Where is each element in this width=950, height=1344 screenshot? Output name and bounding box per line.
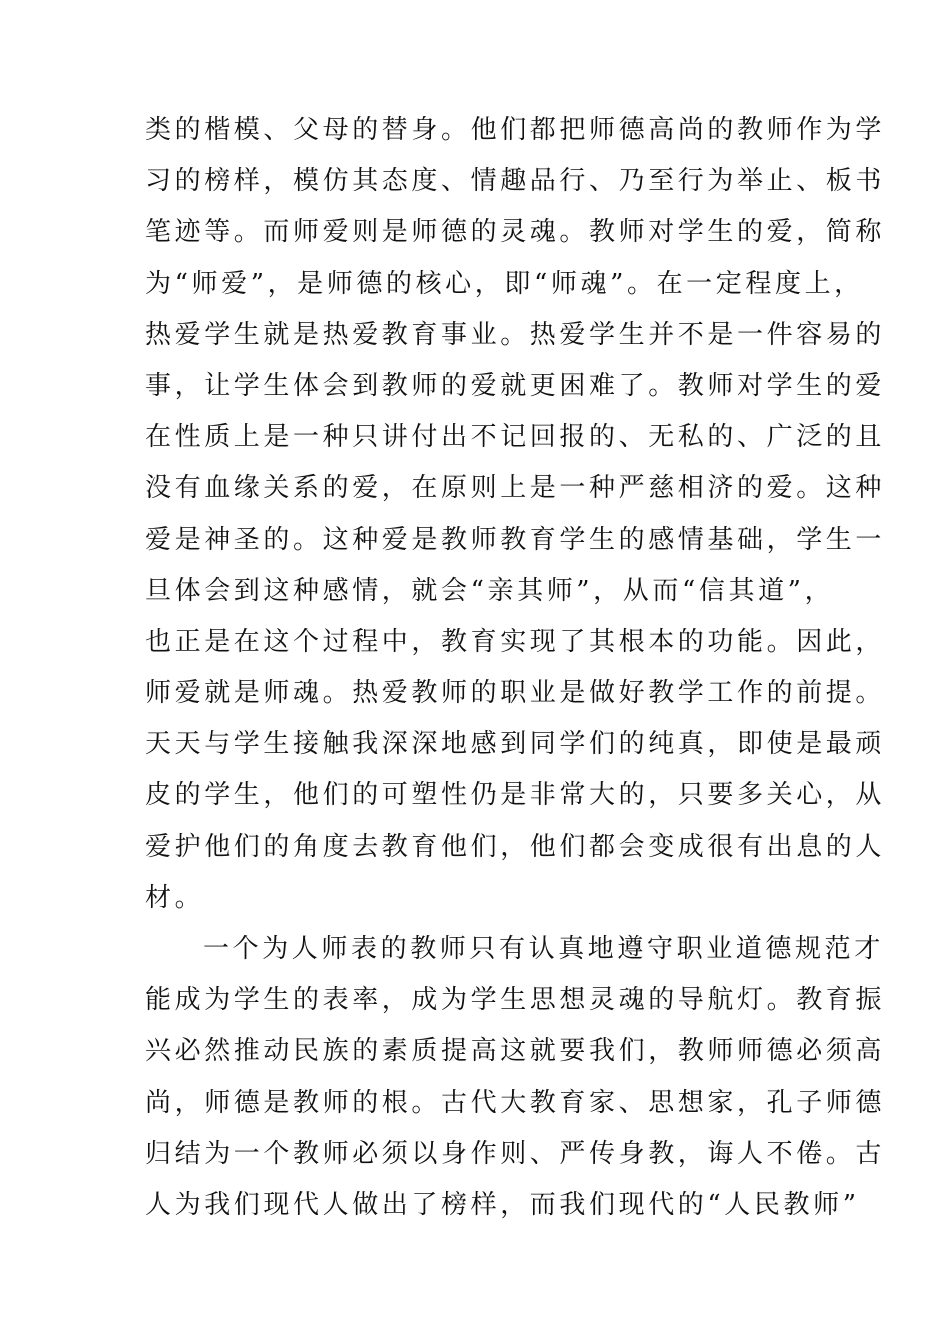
paragraph-first-line: 一个为人师表的教师只有认真地遵守职业道德规范才 xyxy=(203,934,884,964)
text-line: 类的楷模、父母的替身。他们都把师德高尚的教师作为学 xyxy=(145,115,886,145)
text-line: 天天与学生接触我深深地感到同学们的纯真，即使是最顽 xyxy=(145,729,886,760)
text-line: 人为我们现代人做出了榜样，而我们现代的“人民教师” xyxy=(145,1189,860,1220)
text-line: 爱护他们的角度去教育他们，他们都会变成很有出息的人 xyxy=(145,831,886,862)
body-text xyxy=(145,105,886,1231)
text-line: 在性质上是一种只讲付出不记回报的、无私的、广泛的且 xyxy=(145,422,886,453)
text-line: 皮的学生，他们的可塑性仍是非常大的，只要多关心，从 xyxy=(145,780,886,811)
text-line: 也正是在这个过程中，教育实现了其根本的功能。因此， xyxy=(145,626,886,657)
text-line: 习的榜样，模仿其态度、情趣品行、乃至行为举止、板书 xyxy=(145,166,886,197)
text-line: 尚，师德是教师的根。古代大教育家、思想家，孔子师德 xyxy=(145,1087,886,1118)
text-line: 笔迹等。而师爱则是师德的灵魂。教师对学生的爱，简称 xyxy=(145,217,886,248)
text-line: 没有血缘关系的爱，在原则上是一种严慈相济的爱。这种 xyxy=(145,473,886,504)
text-line: 兴必然推动民族的素质提高这就要我们，教师师德必须高 xyxy=(145,1036,886,1067)
text-line: 旦体会到这种感情，就会“亲其师”，从而“信其道”， xyxy=(145,575,835,606)
text-line: 为“师爱”，是师德的核心，即“师魂”。在一定程度上， xyxy=(145,268,864,299)
text-line: 事，让学生体会到教师的爱就更困难了。教师对学生的爱 xyxy=(145,370,886,401)
text-line: 材。 xyxy=(145,882,205,913)
text-line: 能成为学生的表率，成为学生思想灵魂的导航灯。教育振 xyxy=(145,985,886,1016)
text-line: 爱是神圣的。这种爱是教师教育学生的感情基础，学生一 xyxy=(145,524,886,555)
text-line: 归结为一个教师必须以身作则、严传身教，诲人不倦。古 xyxy=(145,1138,886,1169)
text-line: 热爱学生就是热爱教育事业。热爱学生并不是一件容易的 xyxy=(145,319,886,350)
text-line: 师爱就是师魂。热爱教师的职业是做好教学工作的前提。 xyxy=(145,678,886,709)
